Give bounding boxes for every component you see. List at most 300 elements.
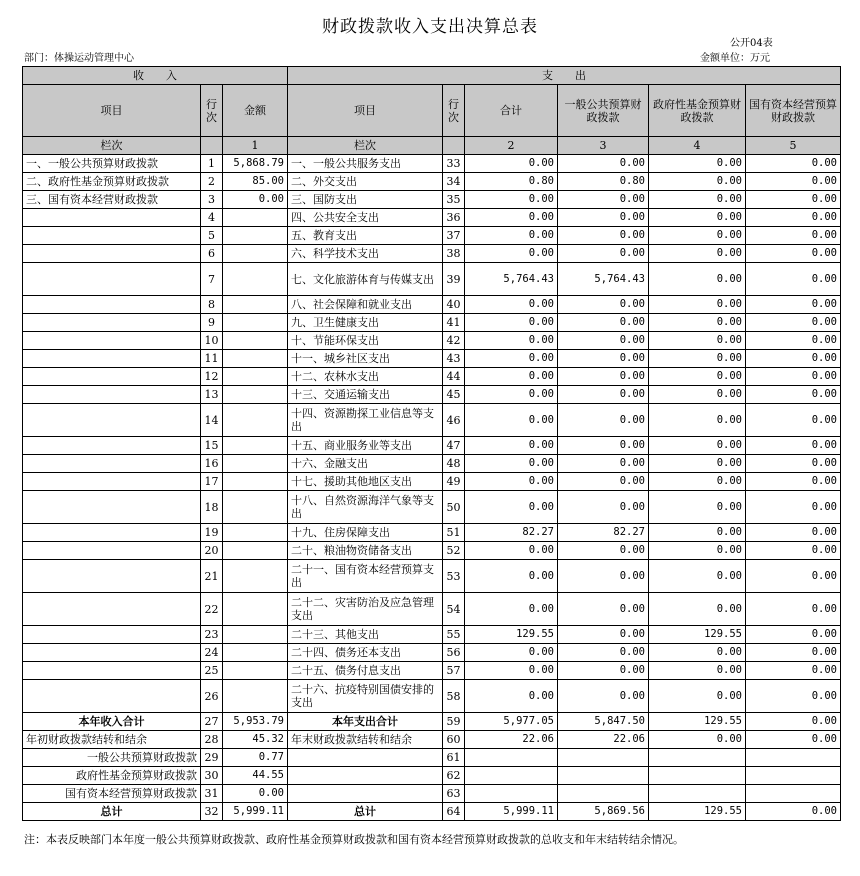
expense-item: 十八、自然资源海洋气象等支出: [288, 491, 443, 524]
table-row: [23, 731, 841, 749]
income-amount: [223, 680, 288, 713]
general-budget-amount: 0.00: [558, 296, 649, 314]
column-number-row: [23, 137, 841, 155]
fund-budget-amount: 0.00: [649, 731, 746, 749]
income-item: 总计: [23, 803, 201, 821]
expense-line-no: 59: [443, 713, 465, 731]
income-line-no: 31: [201, 785, 223, 803]
total-amount: 0.00: [465, 368, 558, 386]
general-budget-amount: 0.00: [558, 473, 649, 491]
expense-line-no: 51: [443, 524, 465, 542]
expense-item: 十四、资源勘探工业信息等支出: [288, 404, 443, 437]
expense-line-no: 45: [443, 386, 465, 404]
total-amount: 5,977.05: [465, 713, 558, 731]
expense-item: 六、科学技术支出: [288, 245, 443, 263]
expense-item: 九、卫生健康支出: [288, 314, 443, 332]
expense-item: 一、一般公共服务支出: [288, 155, 443, 173]
general-budget-amount: 0.00: [558, 662, 649, 680]
general-budget-amount: 0.00: [558, 593, 649, 626]
income-line-no: 15: [201, 437, 223, 455]
general-budget-amount: 0.00: [558, 542, 649, 560]
income-amount: [223, 491, 288, 524]
total-amount: 0.00: [465, 332, 558, 350]
income-amount: 44.55: [223, 767, 288, 785]
income-line-header: 行次: [201, 85, 223, 137]
income-line-no: 7: [201, 263, 223, 296]
income-line-no: 21: [201, 560, 223, 593]
expense-section-header: 支 出: [288, 67, 841, 85]
expense-item: 三、国防支出: [288, 191, 443, 209]
expense-line-no: 40: [443, 296, 465, 314]
general-budget-amount: 0.00: [558, 209, 649, 227]
fund-budget-amount: 0.00: [649, 350, 746, 368]
expense-line-no: 48: [443, 455, 465, 473]
income-item: 一般公共预算财政拨款: [23, 749, 201, 767]
income-amount: [223, 560, 288, 593]
page-title: 财政拨款收入支出决算总表: [322, 17, 538, 37]
total-amount: 0.00: [465, 155, 558, 173]
income-line-no: 25: [201, 662, 223, 680]
table-row: [23, 245, 841, 263]
income-amount: [223, 386, 288, 404]
expense-line-no: 58: [443, 680, 465, 713]
income-amount: [223, 263, 288, 296]
expense-item: 二十六、抗疫特别国债安排的支出: [288, 680, 443, 713]
income-amount: [223, 455, 288, 473]
table-row: [23, 155, 841, 173]
income-amount: [223, 626, 288, 644]
income-item: [23, 263, 201, 296]
income-item: [23, 593, 201, 626]
total-amount: 0.00: [465, 593, 558, 626]
fund-budget-amount: 0.00: [649, 662, 746, 680]
capital-budget-amount: [746, 785, 841, 803]
income-amount: [223, 227, 288, 245]
capital-budget-amount: 0.00: [746, 191, 841, 209]
table-row: [23, 263, 841, 296]
expense-item: 年末财政拨款结转和结余: [288, 731, 443, 749]
total-amount: 5,764.43: [465, 263, 558, 296]
expense-column-label: 栏次: [288, 137, 443, 155]
capital-budget-amount: 0.00: [746, 680, 841, 713]
expense-item-header: 项目: [288, 85, 443, 137]
total-amount: [465, 749, 558, 767]
general-budget-amount: 0.00: [558, 191, 649, 209]
income-line-no: 28: [201, 731, 223, 749]
income-line-no: 3: [201, 191, 223, 209]
expense-line-no: 62: [443, 767, 465, 785]
expense-item: 十七、援助其他地区支出: [288, 473, 443, 491]
income-item: [23, 386, 201, 404]
income-line-no: 26: [201, 680, 223, 713]
capital-budget-amount: 0.00: [746, 560, 841, 593]
expense-line-no: 44: [443, 368, 465, 386]
expense-line-no: 35: [443, 191, 465, 209]
capital-budget-amount: [746, 767, 841, 785]
expense-item: 二十二、灾害防治及应急管理支出: [288, 593, 443, 626]
income-line-no: 10: [201, 332, 223, 350]
income-line-no: 4: [201, 209, 223, 227]
income-line-no: 23: [201, 626, 223, 644]
expense-line-no: 53: [443, 560, 465, 593]
general-budget-amount: 0.00: [558, 644, 649, 662]
total-amount: 0.00: [465, 455, 558, 473]
capital-budget-amount: 0.00: [746, 626, 841, 644]
income-item: [23, 368, 201, 386]
expense-line-no: 43: [443, 350, 465, 368]
income-line-no: 22: [201, 593, 223, 626]
table-row: [23, 386, 841, 404]
expense-line-no: 36: [443, 209, 465, 227]
expense-line-no: 52: [443, 542, 465, 560]
capital-budget-amount: 0.00: [746, 713, 841, 731]
capital-budget-amount: 0.00: [746, 524, 841, 542]
fund-budget-amount: 0.00: [649, 173, 746, 191]
total-amount: 0.00: [465, 542, 558, 560]
form-number: 公开04表: [730, 38, 773, 49]
income-item: 本年收入合计: [23, 713, 201, 731]
income-line-no: 17: [201, 473, 223, 491]
total-amount: 82.27: [465, 524, 558, 542]
capital-budget-amount: 0.00: [746, 593, 841, 626]
total-amount: 0.00: [465, 314, 558, 332]
expense-line-no: 49: [443, 473, 465, 491]
fund-budget-amount: 0.00: [649, 368, 746, 386]
income-item: 国有资本经营预算财政拨款: [23, 785, 201, 803]
income-item: [23, 245, 201, 263]
income-item: 三、国有资本经营财政拨款: [23, 191, 201, 209]
total-amount: 0.00: [465, 560, 558, 593]
capital-budget-amount: 0.00: [746, 227, 841, 245]
capital-budget-amount: 0.00: [746, 314, 841, 332]
general-budget-amount: 0.00: [558, 155, 649, 173]
expense-line-no: 63: [443, 785, 465, 803]
income-item: [23, 296, 201, 314]
fund-budget-amount: 0.00: [649, 524, 746, 542]
general-budget-amount: 0.00: [558, 455, 649, 473]
expense-item: [288, 785, 443, 803]
income-line-no: 11: [201, 350, 223, 368]
fund-budget-amount: 0.00: [649, 491, 746, 524]
expense-item: 二十、粮油物资储备支出: [288, 542, 443, 560]
expense-item: 二十五、债务付息支出: [288, 662, 443, 680]
fund-budget-amount: 0.00: [649, 542, 746, 560]
income-item: [23, 542, 201, 560]
table-row: [23, 542, 841, 560]
expense-line-no: 42: [443, 332, 465, 350]
expense-item: 五、教育支出: [288, 227, 443, 245]
expense-item: 七、文化旅游体育与传媒支出: [288, 263, 443, 296]
expense-item: 四、公共安全支出: [288, 209, 443, 227]
income-item: [23, 560, 201, 593]
expense-line-no: 38: [443, 245, 465, 263]
expense-item: [288, 767, 443, 785]
fund-budget-amount: 129.55: [649, 713, 746, 731]
income-line-no: 20: [201, 542, 223, 560]
general-budget-amount: 0.00: [558, 437, 649, 455]
fund-budget-amount: 0.00: [649, 155, 746, 173]
general-budget-amount: 0.00: [558, 680, 649, 713]
income-amount: [223, 662, 288, 680]
fund-budget-amount: 0.00: [649, 227, 746, 245]
total-amount: [465, 785, 558, 803]
capital-budget-amount: 0.00: [746, 803, 841, 821]
expense-line-no: 60: [443, 731, 465, 749]
fund-budget-amount: [649, 785, 746, 803]
unit-label: 金额单位：万元: [700, 53, 770, 64]
total-amount: 129.55: [465, 626, 558, 644]
fund-budget-amount: 0.00: [649, 473, 746, 491]
table-row: [23, 209, 841, 227]
expense-item: 十、节能环保支出: [288, 332, 443, 350]
capital-budget-amount: [746, 749, 841, 767]
total-amount: 0.00: [465, 404, 558, 437]
total-amount: 0.00: [465, 644, 558, 662]
income-amount: [223, 524, 288, 542]
table-row: [23, 191, 841, 209]
income-amount: 45.32: [223, 731, 288, 749]
income-amount: [223, 437, 288, 455]
table-row: [23, 437, 841, 455]
income-line-no: 24: [201, 644, 223, 662]
expense-item: 十二、农林水支出: [288, 368, 443, 386]
income-line-no: 8: [201, 296, 223, 314]
expense-item: 十一、城乡社区支出: [288, 350, 443, 368]
fund-budget-amount: [649, 749, 746, 767]
income-amount: [223, 473, 288, 491]
fund-budget-amount: 0.00: [649, 455, 746, 473]
expense-item: 十六、金融支出: [288, 455, 443, 473]
income-item: 一、一般公共预算财政拨款: [23, 155, 201, 173]
income-line-no: 12: [201, 368, 223, 386]
expense-item: 十三、交通运输支出: [288, 386, 443, 404]
total-header: 合计: [465, 85, 558, 137]
column-number-5: 5: [746, 137, 841, 155]
expense-item: 十九、住房保障支出: [288, 524, 443, 542]
general-budget-amount: 0.00: [558, 560, 649, 593]
total-amount: 0.00: [465, 473, 558, 491]
general-budget-amount: [558, 749, 649, 767]
column-header-row: [23, 85, 841, 137]
income-item: 二、政府性基金预算财政拨款: [23, 173, 201, 191]
table-row: [23, 296, 841, 314]
capital-budget-amount: 0.00: [746, 437, 841, 455]
table-row: [23, 404, 841, 437]
income-item: [23, 209, 201, 227]
fund-budget-amount: 0.00: [649, 680, 746, 713]
capital-budget-amount: 0.00: [746, 455, 841, 473]
total-amount: 0.00: [465, 491, 558, 524]
table-row: [23, 662, 841, 680]
table-row: [23, 626, 841, 644]
income-line-no: 32: [201, 803, 223, 821]
general-budget-amount: 0.00: [558, 227, 649, 245]
capital-budget-amount: 0.00: [746, 491, 841, 524]
fund-budget-amount: 129.55: [649, 626, 746, 644]
expense-item: 二十一、国有资本经营预算支出: [288, 560, 443, 593]
expense-line-no: 50: [443, 491, 465, 524]
expense-line-no: 46: [443, 404, 465, 437]
capital-budget-amount: 0.00: [746, 473, 841, 491]
income-amount: [223, 593, 288, 626]
income-amount: [223, 350, 288, 368]
income-line-no: 1: [201, 155, 223, 173]
total-amount: [465, 767, 558, 785]
income-item: [23, 437, 201, 455]
capital-budget-amount: 0.00: [746, 209, 841, 227]
income-item-header: 项目: [23, 85, 201, 137]
income-line-no: 5: [201, 227, 223, 245]
expense-item: 十五、商业服务业等支出: [288, 437, 443, 455]
general-budget-amount: 0.00: [558, 368, 649, 386]
expense-item: 二十三、其他支出: [288, 626, 443, 644]
table-row: [23, 680, 841, 713]
table-row: [23, 332, 841, 350]
table-row: [23, 644, 841, 662]
income-amount: [223, 332, 288, 350]
general-budget-amount: 0.00: [558, 491, 649, 524]
expense-line-blank: [443, 137, 465, 155]
income-amount: [223, 245, 288, 263]
total-amount: 0.80: [465, 173, 558, 191]
fund-budget-amount: 0.00: [649, 314, 746, 332]
expense-line-header: 行次: [443, 85, 465, 137]
income-item: [23, 491, 201, 524]
income-amount: [223, 368, 288, 386]
expense-line-no: 47: [443, 437, 465, 455]
expense-line-no: 39: [443, 263, 465, 296]
income-item: [23, 680, 201, 713]
total-amount: 0.00: [465, 437, 558, 455]
income-amount: [223, 542, 288, 560]
income-amount: [223, 404, 288, 437]
income-amount: 5,999.11: [223, 803, 288, 821]
capital-budget-amount: 0.00: [746, 350, 841, 368]
general-budget-amount: [558, 785, 649, 803]
expense-line-no: 57: [443, 662, 465, 680]
total-amount: 0.00: [465, 680, 558, 713]
expense-line-no: 33: [443, 155, 465, 173]
fund-budget-amount: [649, 767, 746, 785]
income-amount: [223, 644, 288, 662]
fund-budget-amount: 0.00: [649, 191, 746, 209]
expense-line-no: 54: [443, 593, 465, 626]
income-line-no: 9: [201, 314, 223, 332]
income-line-no: 2: [201, 173, 223, 191]
table-body: [23, 155, 841, 821]
total-amount: 0.00: [465, 191, 558, 209]
fund-budget-amount: 0.00: [649, 437, 746, 455]
fund-budget-amount: 0.00: [649, 296, 746, 314]
fund-budget-amount: 0.00: [649, 332, 746, 350]
budget-summary-table: [22, 66, 841, 821]
table-row: [23, 560, 841, 593]
column-number-3: 3: [558, 137, 649, 155]
income-amount: 0.00: [223, 191, 288, 209]
total-amount: 0.00: [465, 227, 558, 245]
capital-budget-amount: 0.00: [746, 404, 841, 437]
total-amount: 5,999.11: [465, 803, 558, 821]
total-amount: 22.06: [465, 731, 558, 749]
table-row: [23, 473, 841, 491]
income-item: [23, 332, 201, 350]
fund-budget-amount: 129.55: [649, 803, 746, 821]
general-budget-amount: 0.00: [558, 314, 649, 332]
capital-budget-amount: 0.00: [746, 173, 841, 191]
income-item: [23, 350, 201, 368]
general-budget-amount: 0.00: [558, 350, 649, 368]
income-amount: 5,868.79: [223, 155, 288, 173]
income-item: [23, 644, 201, 662]
capital-budget-amount: 0.00: [746, 368, 841, 386]
column-number-4: 4: [649, 137, 746, 155]
capital-budget-amount: 0.00: [746, 542, 841, 560]
income-line-no: 30: [201, 767, 223, 785]
income-item: [23, 524, 201, 542]
income-item: [23, 662, 201, 680]
general-budget-header: 一般公共预算财政拨款: [558, 85, 649, 137]
general-budget-amount: 5,869.56: [558, 803, 649, 821]
income-item: 政府性基金预算财政拨款: [23, 767, 201, 785]
general-budget-amount: 22.06: [558, 731, 649, 749]
general-budget-amount: 82.27: [558, 524, 649, 542]
income-item: [23, 473, 201, 491]
income-item: 年初财政拨款结转和结余: [23, 731, 201, 749]
table-row: [23, 314, 841, 332]
capital-budget-amount: 0.00: [746, 296, 841, 314]
income-amount: [223, 296, 288, 314]
income-line-no: 14: [201, 404, 223, 437]
capital-budget-header: 国有资本经营预算财政拨款: [746, 85, 841, 137]
expense-item: 总计: [288, 803, 443, 821]
income-line-no: 29: [201, 749, 223, 767]
table-row: [23, 227, 841, 245]
table-row: [23, 749, 841, 767]
income-amount: 85.00: [223, 173, 288, 191]
income-item: [23, 404, 201, 437]
income-amount-header: 金额: [223, 85, 288, 137]
fund-budget-amount: 0.00: [649, 245, 746, 263]
general-budget-amount: 5,847.50: [558, 713, 649, 731]
total-amount: 0.00: [465, 662, 558, 680]
footnote: 注：本表反映部门本年度一般公共预算财政拨款、政府性基金预算财政拨款和国有资本经营预算财政拨款的总收支和年末结转结余情况。: [24, 833, 684, 846]
expense-line-no: 55: [443, 626, 465, 644]
table-row: [23, 803, 841, 821]
table-row: [23, 491, 841, 524]
general-budget-amount: [558, 767, 649, 785]
capital-budget-amount: 0.00: [746, 386, 841, 404]
total-amount: 0.00: [465, 209, 558, 227]
capital-budget-amount: 0.00: [746, 731, 841, 749]
table-row: [23, 350, 841, 368]
table-row: [23, 455, 841, 473]
department-label: 部门：体操运动管理中心: [24, 53, 134, 64]
total-amount: 0.00: [465, 350, 558, 368]
capital-budget-amount: 0.00: [746, 155, 841, 173]
capital-budget-amount: 0.00: [746, 263, 841, 296]
total-amount: 0.00: [465, 245, 558, 263]
column-number-2: 2: [465, 137, 558, 155]
income-column-label: 栏次: [23, 137, 201, 155]
income-line-no: 19: [201, 524, 223, 542]
income-line-no: 16: [201, 455, 223, 473]
general-budget-amount: 0.00: [558, 404, 649, 437]
expense-item: 二十四、债务还本支出: [288, 644, 443, 662]
income-section-header: 收 入: [23, 67, 288, 85]
total-amount: 0.00: [465, 386, 558, 404]
table-row: [23, 593, 841, 626]
income-amount: [223, 209, 288, 227]
